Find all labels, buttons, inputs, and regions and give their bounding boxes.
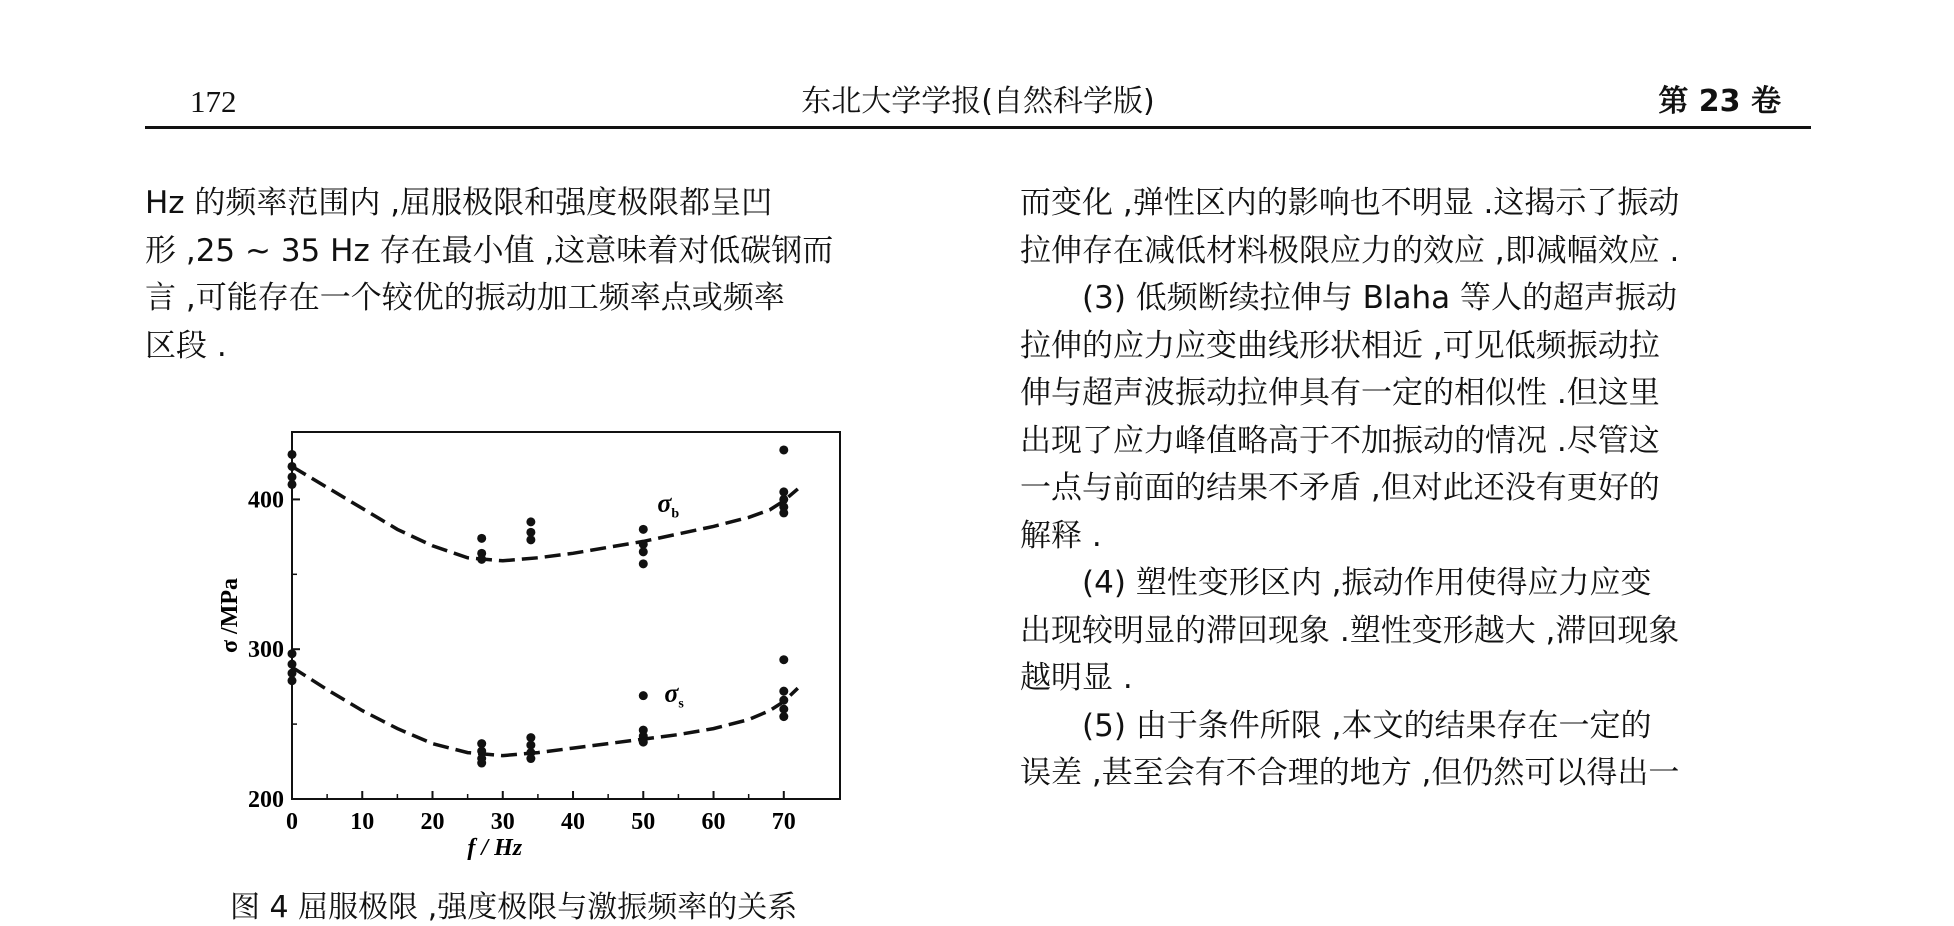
data-point — [288, 660, 297, 669]
data-point — [779, 696, 788, 705]
data-point — [288, 462, 297, 471]
text-line: 而变化 ,弹性区内的影响也不明显 .这揭示了振动 — [1020, 185, 1680, 221]
data-point — [288, 450, 297, 459]
left-column — [145, 180, 945, 370]
x-axis-label: f / Hz — [467, 835, 523, 861]
text-line: (5) 由于条件所限 ,本文的结果存在一定的 — [1082, 707, 1652, 744]
text-line: 出现较明显的滞回现象 .塑性变形越大 ,滞回现象 — [1020, 612, 1680, 649]
fit-curve-b — [292, 467, 798, 561]
text-line: 解释 . — [1020, 517, 1102, 554]
text-line: 拉伸存在减低材料极限应力的效应 ,即减幅效应 . — [1020, 232, 1680, 269]
x-tick-label: 60 — [701, 809, 726, 835]
x-tick-label: 30 — [490, 809, 515, 835]
text-line: 出现了应力峰值略高于不加振动的情况 .尽管这 — [1020, 422, 1660, 459]
data-point — [639, 525, 648, 534]
data-point — [779, 508, 788, 517]
series-label-symbol: σ — [664, 678, 679, 708]
page-header — [145, 84, 1811, 129]
text-line: Hz 的频率范围内 ,屈服极限和强度极限都呈凹 — [145, 185, 773, 221]
data-point — [639, 738, 648, 747]
figure-caption: 图 4 屈服极限 ,强度极限与激振频率的关系 — [230, 890, 798, 925]
data-point — [477, 534, 486, 543]
data-point — [526, 535, 535, 544]
figure-4 — [210, 420, 890, 861]
data-point — [639, 691, 648, 700]
series-label-subscript: s — [678, 696, 684, 712]
series-label-symbol: σ — [657, 488, 672, 518]
series-label-subscript: b — [671, 506, 680, 522]
text-line: 区段 . — [145, 327, 227, 364]
text-line: 言 ,可能存在一个较优的振动加工频率点或频率 — [145, 280, 785, 316]
series-label-b — [657, 488, 679, 521]
x-tick-label: 20 — [420, 809, 445, 835]
x-tick-label: 70 — [771, 809, 796, 835]
data-point — [526, 754, 535, 763]
x-tick-label: 50 — [631, 809, 656, 835]
page-number: 172 — [190, 84, 237, 119]
journal-title: 东北大学学报(自然科学版) — [801, 84, 1155, 119]
y-tick-label: 400 — [248, 487, 284, 514]
text-line: 形 ,25 ~ 35 Hz 存在最小值 ,这意味着对低碳钢而 — [145, 232, 834, 269]
x-tick-label: 0 — [286, 809, 298, 835]
chart — [210, 420, 890, 861]
data-point — [779, 445, 788, 454]
data-point — [779, 687, 788, 696]
data-point — [779, 655, 788, 664]
text-line: 一点与前面的结果不矛盾 ,但对此还没有更好的 — [1020, 470, 1660, 506]
plot-frame — [292, 432, 840, 799]
series-label-s — [664, 679, 684, 712]
text-line: 拉伸的应力应变曲线形状相近 ,可见低频振动拉 — [1020, 327, 1660, 364]
y-tick-label: 300 — [248, 637, 284, 664]
data-point — [288, 649, 297, 658]
right-column — [1020, 180, 1820, 798]
text-line: 误差 ,甚至会有不合理的地方 ,但仍然可以得出一 — [1020, 755, 1680, 791]
data-point — [639, 547, 648, 556]
data-point — [526, 517, 535, 526]
data-point — [288, 676, 297, 685]
text-line: (3) 低频断续拉伸与 Blaha 等人的超声振动 — [1082, 280, 1677, 316]
y-axis-label: σ /MPa — [217, 577, 243, 654]
text-line: 越明显 . — [1020, 660, 1133, 696]
data-point — [639, 559, 648, 568]
data-point — [288, 480, 297, 489]
x-tick-label: 40 — [561, 809, 586, 835]
volume-label: 第 23 卷 — [1658, 84, 1781, 119]
data-point — [477, 555, 486, 564]
y-tick-label: 200 — [248, 787, 284, 813]
x-tick-label: 10 — [350, 809, 375, 835]
text-line: 伸与超声波振动拉伸具有一定的相似性 .但这里 — [1020, 375, 1660, 411]
fit-curve-s — [292, 667, 798, 755]
text-line: (4) 塑性变形区内 ,振动作用使得应力应变 — [1082, 565, 1652, 601]
data-point — [477, 759, 486, 768]
data-point — [779, 712, 788, 721]
